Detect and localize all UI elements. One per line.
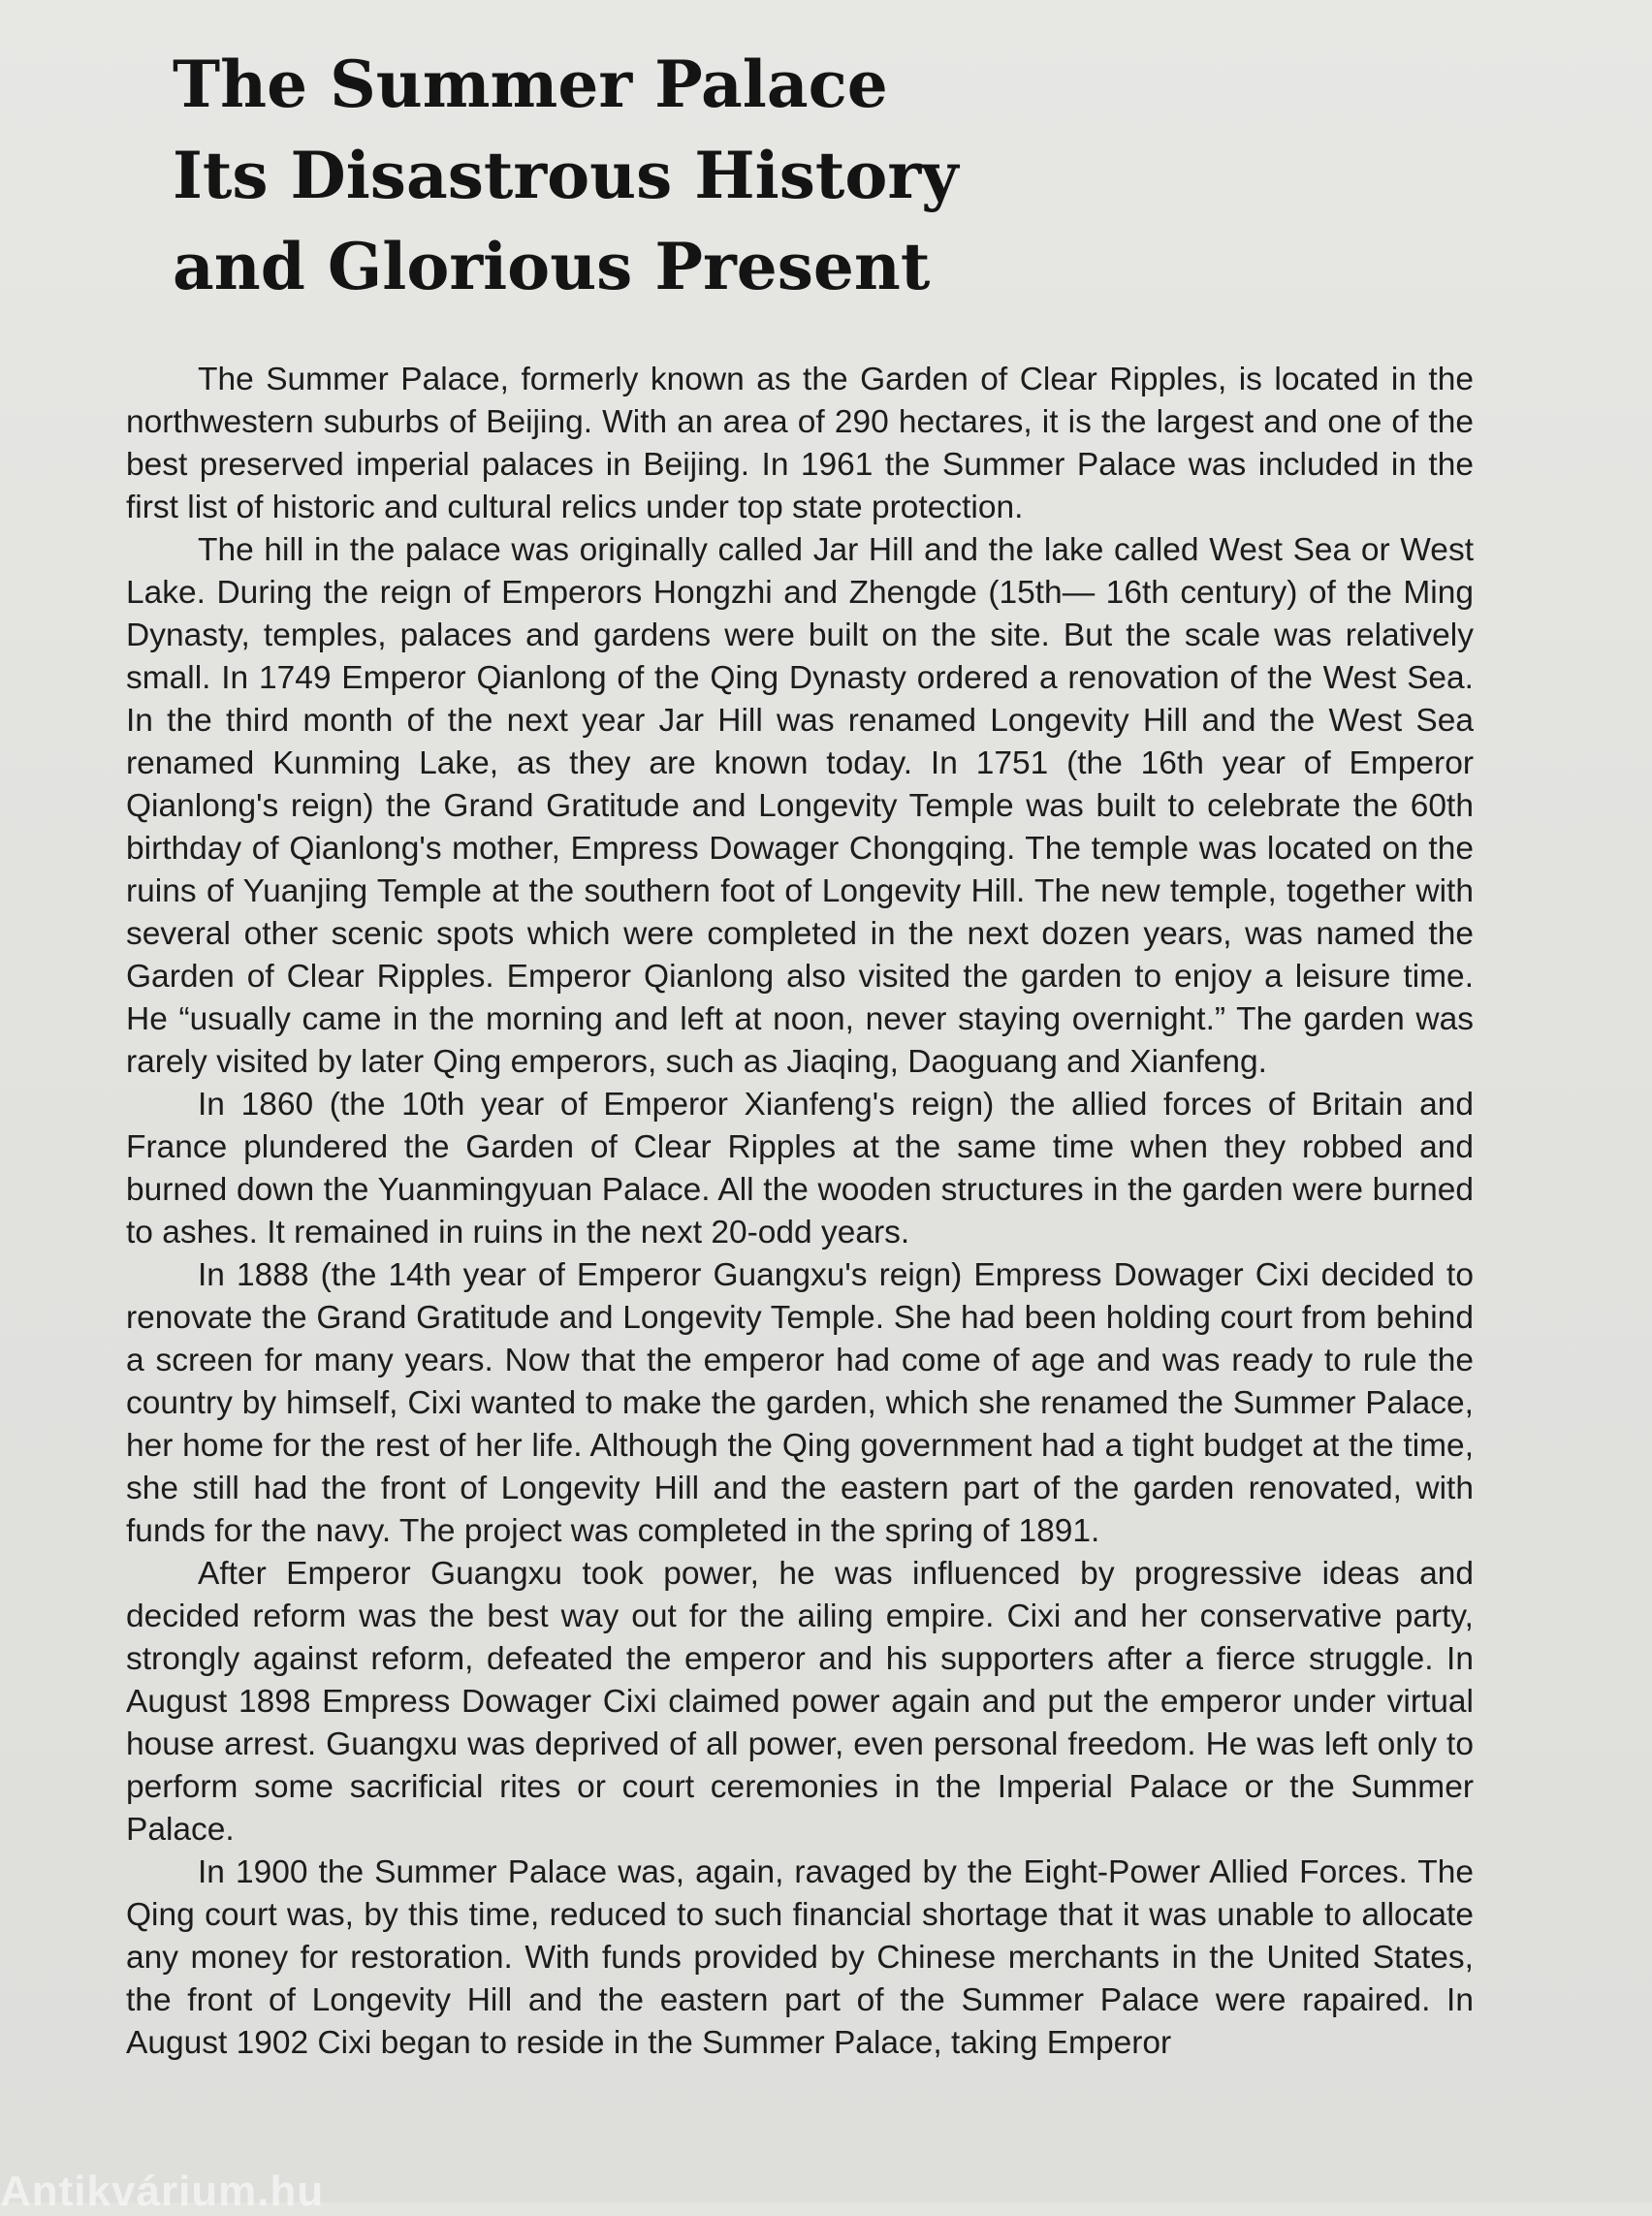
watermark: Antikvárium.hu [0, 2168, 325, 2215]
paragraph: In 1900 the Summer Palace was, again, ravaged by the Eight-Power Allied Forces. The Qing court was, by this time, reduced to such financial shortage that it was unable to allocate any money for restoration. With funds provided by Chinese merchants in the United States, the front of Longevity Hill and the eastern part of the Summer Palace were rapaired. In August 1902 Cixi began to reside in the Summer Palace, taking Emperor [126, 1854, 1474, 2061]
paragraph: The Summer Palace, formerly known as the Garden of Clear Ripples, is located in the northwestern suburbs of Beijing. With an area of 290 hectares, it is the largest and one of the best preserved imperial palaces in Beijing. In 1961 the Summer Palace was included in the first list of historic and cultural relics under top state protection. [126, 362, 1474, 525]
paragraph: In 1888 (the 14th year of Emperor Guangxu's reign) Empress Dowager Cixi decided to renovate the Grand Gratitude and Longevity Temple. She had been holding court from behind a screen for many years. Now that the emperor had come of age and was ready to rule the country by himself, Cixi wanted to make the garden, which she renamed the Summer Palace, her home for the rest of her life. Although the Qing government had a tight budget at the time, she still had the front of Longevity Hill and the eastern part of the garden renovated, with funds for the navy. The project was completed in the spring of 1891. [126, 1257, 1474, 1549]
title-line-2: Its Disastrous History [173, 138, 959, 213]
paragraph: After Emperor Guangxu took power, he was influenced by progressive ideas and decided reform was the best way out for the ailing empire. Cixi and her conservative party, strongly against reform, defeated the emperor and his supporters after a fierce struggle. In August 1898 Empress Dowager Cixi claimed power again and put the emperor under virtual house arrest. Guangxu was deprived of all power, even personal freedom. He was left only to perform some sacrificial rites or court ceremonies in the Imperial Palace or the Summer Palace. [126, 1556, 1474, 1848]
title-line-1: The Summer Palace [173, 47, 888, 122]
paragraph: The hill in the palace was originally called Jar Hill and the lake called West Sea or West Lake. During the reign of Emperors Hongzhi and Zhengde (15th— 16th century) of the Ming Dynasty, temples, palaces and gardens were built on the site. But the scale was relatively small. In 1749 Emperor Qianlong of the Qing Dynasty ordered a renovation of the West Sea. In the third month of the next year Jar Hill was renamed Longevity Hill and the West Sea renamed Kunming Lake, as they are known today. In 1751 (the 16th year of Emperor Qianlong's reign) the Grand Gratitude and Longevity Temple was built to celebrate the 60th birthday of Qianlong's mother, Empress Dowager Chongqing. The temple was located on the ruins of Yuanjing Temple at the southern foot of Longevity Hill. The new temple, together with several other scenic spots which were completed in the next dozen years, was named the Garden of Clear Ripples. Emperor Qianlong also visited the garden to enjoy a leisure time. He “usually came in the morning and left at noon, never staying overnight.” The garden was rarely visited by later Qing emperors, such as Jiaqing, Daoguang and Xianfeng. [126, 532, 1474, 1080]
paragraph: In 1860 (the 10th year of Emperor Xianfeng's reign) the allied forces of Britain and France plundered the Garden of Clear Ripples at the same time when they robbed and burned down the Yuanmingyuan Palace. All the wooden structures in the garden were burned to ashes. It remained in ruins in the next 20-odd years. [126, 1087, 1474, 1250]
article-body [126, 359, 1474, 2065]
title-line-3: and Glorious Present [173, 229, 931, 304]
page-title [173, 39, 1045, 312]
